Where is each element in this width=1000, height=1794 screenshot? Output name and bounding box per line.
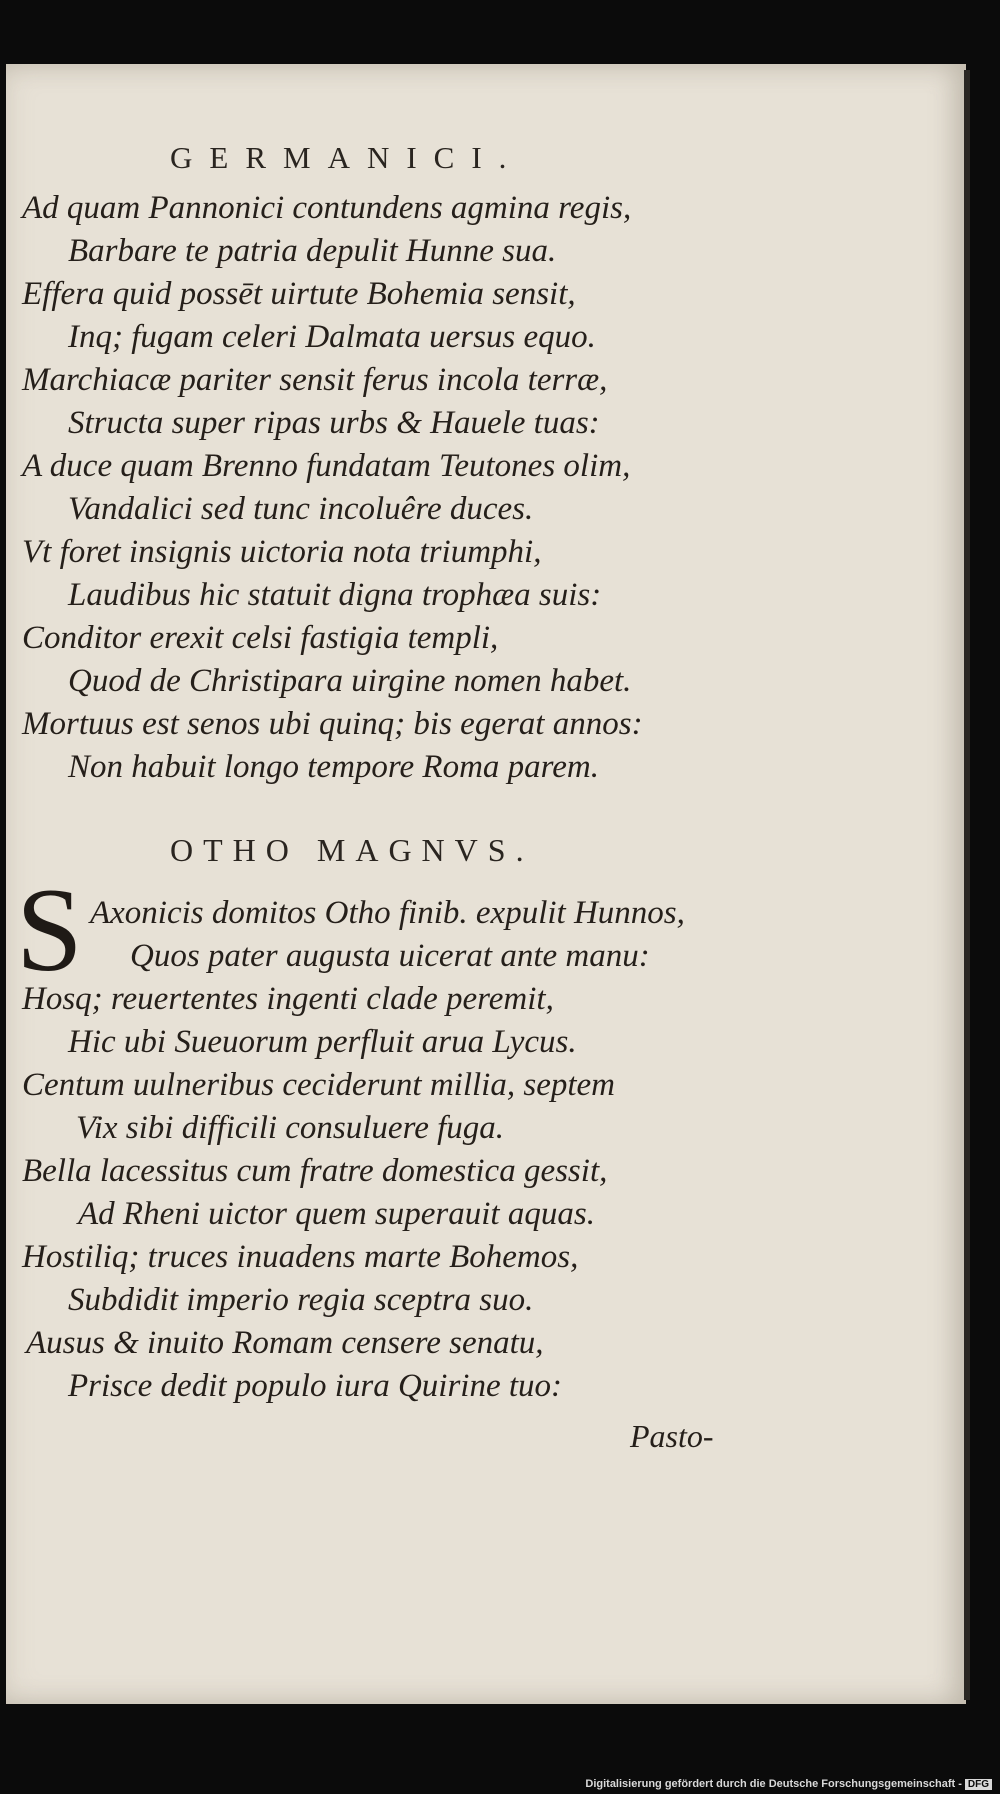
verse-line: Effera quid possēt uirtute Bohemia sensit, — [22, 276, 576, 312]
verse-line: Subdidit imperio regia sceptra suo. — [68, 1282, 534, 1318]
verse-line: Conditor erexit celsi fastigia templi, — [22, 620, 499, 656]
digitization-credit — [585, 1778, 992, 1790]
verse-line: Mortuus est senos ubi quinq; bis egerat annos: — [22, 706, 643, 742]
verse-line: A duce quam Brenno fundatam Teutones olim, — [22, 448, 631, 484]
credit-text: Digitalisierung gefördert durch die Deutsche Forschungsgemeinschaft - — [585, 1778, 962, 1790]
verse-line: Vix sibi difficili consuluere fuga. — [76, 1110, 505, 1146]
verse-line: Marchiacæ pariter sensit ferus incola terræ, — [22, 362, 608, 398]
verse-line: Ausus & inuito Romam censere senatu, — [26, 1325, 544, 1361]
verse-line: Inq; fugam celeri Dalmata uersus equo. — [68, 319, 596, 355]
section-title: OTHO MAGNVS. — [170, 832, 534, 868]
verse-line: Ad Rheni uictor quem superauit aquas. — [78, 1196, 595, 1232]
verse-line: Structa super ripas urbs & Hauele tuas: — [68, 405, 600, 441]
verse-line: Quod de Christipara uirgine nomen habet. — [68, 663, 632, 699]
verse-line: Ad quam Pannonici contundens agmina regis, — [22, 190, 632, 226]
verse-line: Prisce dedit populo iura Quirine tuo: — [68, 1368, 563, 1404]
verse-line: Vandalici sed tunc incoluêre duces. — [68, 491, 534, 527]
verse-line: Hosq; reuertentes ingenti clade peremit, — [22, 981, 554, 1017]
verse-line: Quos pater augusta uicerat ante manu: — [130, 938, 650, 974]
verse-line: Laudibus hic statuit digna trophæa suis: — [68, 577, 602, 613]
verse-line: Non habuit longo tempore Roma parem. — [68, 749, 600, 785]
verse-line: Barbare te patria depulit Hunne sua. — [68, 233, 557, 269]
drop-cap: S — [16, 863, 83, 996]
dfg-logo: DFG — [965, 1779, 992, 1790]
verse-line: Axonicis domitos Otho finib. expulit Hunnos, — [90, 895, 685, 931]
verse-line: Centum uulneribus ceciderunt millia, septem — [22, 1067, 615, 1103]
verse-line: Vt foret insignis uictoria nota triumphi, — [22, 534, 542, 570]
page-edge-shadow — [964, 70, 970, 1700]
verse-line: Hic ubi Sueuorum perfluit arua Lycus. — [68, 1024, 577, 1060]
verse-line: Bella lacessitus cum fratre domestica gessit, — [22, 1153, 608, 1189]
catchword: Pasto- — [630, 1418, 714, 1454]
running-head: GERMANICI. — [170, 140, 524, 175]
verse-line: Hostiliq; truces inuadens marte Bohemos, — [22, 1239, 579, 1275]
